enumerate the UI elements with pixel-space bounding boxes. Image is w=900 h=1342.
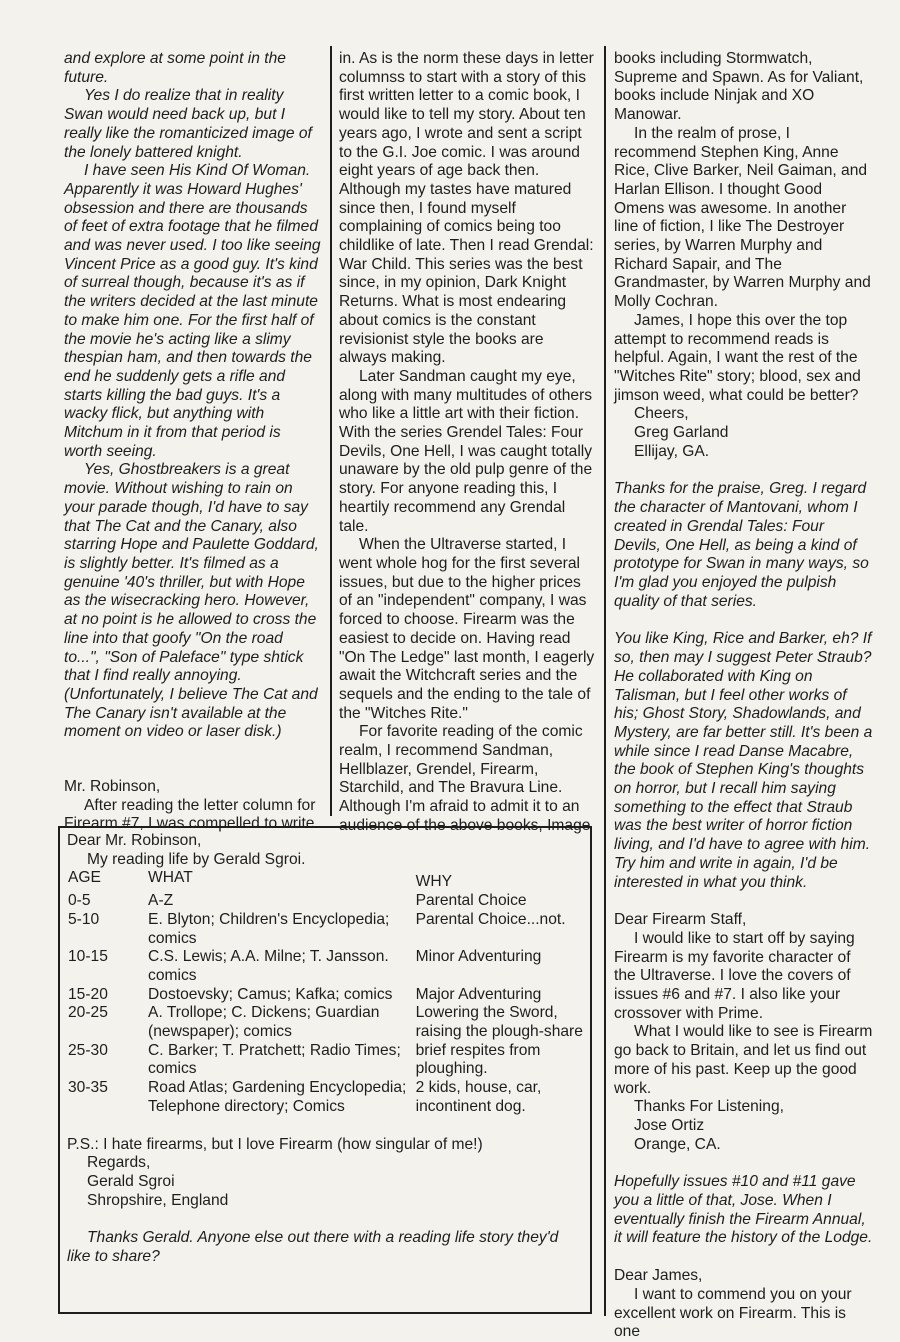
what-cell: C.S. Lewis; A.A. Milne; T. Jansson. comics: [148, 948, 389, 984]
table-row: [68, 911, 584, 948]
box-heading: My reading life by Gerald Sgroi.: [87, 850, 306, 868]
why-cell: brief respites from ploughing.: [415, 1041, 541, 1078]
letter-location: Orange, CA.: [634, 1135, 721, 1153]
age-cell: 10-15: [68, 948, 108, 966]
reading-life-table: [68, 869, 584, 1116]
box-signature: Gerald Sgroi: [87, 1172, 175, 1190]
letter-signoff: Thanks For Listening,: [634, 1098, 784, 1116]
what-cell: C. Barker; T. Pratchett; Radio Times; comics: [148, 1041, 401, 1078]
age-cell: 15-20: [68, 985, 108, 1003]
letter-signoff: Cheers,: [634, 405, 689, 423]
age-cell: 25-30: [68, 1041, 108, 1059]
what-cell: E. Blyton; Children's Encyclopedia; comics: [148, 910, 390, 947]
editor-reply: Thanks for the praise, Greg. I regard the character of Mantovani, whom I created in Grendal Tales: Four Devils, One Hell, as being a kind of prototype for Swan in many ways, so I'm glad you enjoyed the pulpish quality of that series.: [614, 480, 869, 610]
why-cell: Major Adventuring: [415, 985, 542, 1003]
table-row: [68, 1004, 584, 1041]
letter-paragraph: What I would like to see is Firearm go back to Britain, and let us find out more of his past. Keep up the good work.: [614, 1023, 873, 1097]
why-cell: Minor Adventuring: [415, 948, 542, 966]
letter-paragraph: in. As is the norm these days in letter columnss to start with a story of this first written letter to a comic book, I would like to tell my story. About ten years ago, I wrote and sent a script to the G.I. Joe comic. I was around eight years of age back then. Although my tastes have matured since then, I found myself complaining of comics being too childlike of late. Then I read Grendal: War Child. This series was the best since, in my opinion, Dark Knight Returns. What is most endearing about comics is the constant revisionist style the books are always making.: [339, 50, 594, 367]
letter-signature: Greg Garland: [634, 424, 729, 442]
reply-paragraph: I have seen His Kind Of Woman. Apparently it was Howard Hughes' obsession and there are thousands of feet of extra footage that he filmed and was never used. I too like seeing Vincent Price as a good guy. It's kind of surreal though, because it's as if the writers decided at the last minute to make him one. For the first half of the movie he's acting like a slimy thespian ham, and then towards the end he suddenly gets a rifle and starts killing the bad guys. It's a wacky flick, but anything with Mitchum in it from that period is worth seeing.: [64, 162, 321, 460]
letter-paragraph: Later Sandman caught my eye, along with many multitudes of others who like a little art with their fiction. With the series Grendel Tales: Four Devils, One Hell, I was caught totally unaware by the old pulp genre of the story. For anyone reading this, I heartily recommend any Grendal tale.: [339, 367, 593, 535]
column-3: [614, 50, 874, 1342]
letter-paragraph: books including Stormwatch, Supreme and Spawn. As for Valiant, books include Ninjak and XO Manowar.: [614, 50, 864, 124]
letter-paragraph: When the Ultraverse started, I went whole hog for the first several issues, but due to the higher prices of an "independent" company, I was forced to choose. Firearm was the easiest to decide on. Having read "On The Ledge" last month, I eagerly await the Witchcraft series and the sequels and the ending to the tale of the "Witches Rite.": [339, 536, 595, 722]
box-location: Shropshire, England: [87, 1191, 229, 1209]
column-header-what: WHAT: [148, 869, 193, 887]
letter-paragraph: In the realm of prose, I recommend Stephen King, Anne Rice, Clive Barker, Neil Gaiman, and Harlan Ellison. I thought Good Omens was awesome. In another line of fiction, I like The Destroyer series, by Warren Murphy and Richard Sapair, and The Grandmaster, by Warren Murphy and Molly Cochran.: [614, 124, 871, 311]
column-header-why: WHY: [415, 873, 452, 891]
table-row: [68, 892, 584, 911]
letter-location: Ellijay, GA.: [634, 442, 710, 460]
letter-paragraph: After reading the letter column for Firearm #7, I was compelled to write: [64, 796, 316, 833]
table-row: [68, 948, 584, 985]
why-cell: Parental Choice: [415, 892, 527, 910]
table-header-row: [68, 869, 584, 892]
letter-paragraph: I want to commend you on your excellent work on Firearm. This is one: [614, 1285, 852, 1341]
age-cell: 20-25: [68, 1004, 108, 1022]
age-cell: 0-5: [68, 892, 91, 910]
column-1: [64, 50, 322, 834]
box-editor-reply: Thanks Gerald. Anyone else out there with a reading life story they'd like to share?: [67, 1229, 559, 1266]
editor-reply: Hopefully issues #10 and #11 gave you a little of that, Jose. When I eventually finish the Firearm Annual, it will feature the history of the Lodge.: [614, 1173, 873, 1247]
box-salutation: Dear Mr. Robinson,: [67, 832, 202, 849]
why-cell: Lowering the Sword, raising the plough-share: [415, 1004, 583, 1041]
box-postscript: P.S.: I hate firearms, but I love Firearm (how singular of me!): [67, 1135, 483, 1153]
what-cell: Dostoevsky; Camus; Kafka; comics: [148, 985, 393, 1003]
table-row: [68, 986, 584, 1005]
table-row: [68, 1042, 584, 1079]
letter-paragraph: James, I hope this over the top attempt to recommend reads is helpful. Again, I want the rest of the "Witches Rite" story; blood, sex and jimson weed, what could be better?: [614, 311, 861, 404]
why-cell: 2 kids, house, car, incontinent dog.: [415, 1079, 542, 1115]
column-header-age: AGE: [68, 869, 101, 887]
what-cell: Road Atlas; Gardening Encyclopedia; Telephone directory; Comics: [148, 1079, 407, 1115]
reply-paragraph: Yes I do realize that in reality Swan would need back up, but I really like the romanticized image of the lonely battered knight.: [64, 87, 312, 161]
editor-reply: You like King, Rice and Barker, eh? If so, then may I suggest Peter Straub? He collaborated with King on Talisman, but I feel other works of his; Ghost Story, Shadowlands, and Mystery, are far better still. It's been a while since I read Danse Macabre, the book of Stephen King's thoughts on horror, but I recall him saying something to the effect that Straub was the best writer of horror fiction living, and I'd have to agree with him. Try him and write in again, I'd be interested in what you think.: [614, 630, 873, 891]
letter-signature: Jose Ortiz: [634, 1116, 705, 1134]
what-cell: A-Z: [148, 892, 174, 910]
letter-salutation: Dear James,: [614, 1267, 703, 1285]
letter-salutation: Dear Firearm Staff,: [614, 911, 747, 929]
table-row: [68, 1079, 584, 1116]
box-signoff: Regards,: [87, 1154, 151, 1172]
column-rule-right: [604, 46, 606, 1316]
why-cell: Parental Choice...not.: [415, 910, 566, 928]
reply-paragraph: and explore at some point in the future.: [64, 50, 286, 86]
age-cell: 5-10: [68, 910, 100, 928]
reply-paragraph: Yes, Ghostbreakers is a great movie. Without wishing to rain on your parade though, I'd have to say that The Cat and the Canary, also starring Hope and Paulette Goddard, is slightly better. It's filmed as a genuine '40's thriller, but with Hope as the wisecracking hero. However, at no point is he allowed to cross the line into that goofy "On the road to...", "Son of Paleface" type shtick that I find really annoying. (Unfortunately, I believe The Cat and The Canary isn't available at the moment on video or laser disk.): [64, 461, 319, 741]
reading-life-letter-box: [58, 826, 592, 1314]
letter-paragraph: For favorite reading of the comic realm, I recommend Sandman, Hellblazer, Grendel, Firearm, Starchild, and The Bravura Line. Although I'm afraid to admit it to an audience of the above books, Image: [339, 723, 591, 834]
age-cell: 30-35: [68, 1079, 108, 1097]
what-cell: A. Trollope; C. Dickens; Guardian (newspaper); comics: [148, 1004, 380, 1041]
letter-paragraph: I would like to start off by saying Firearm is my favorite character of the Ultraverse. I love the covers of issues #6 and #7. I also like your crossover with Prime.: [614, 929, 855, 1022]
column-2: [339, 50, 595, 836]
column-rule-left: [330, 46, 332, 816]
letter-salutation: Mr. Robinson,: [64, 778, 161, 796]
